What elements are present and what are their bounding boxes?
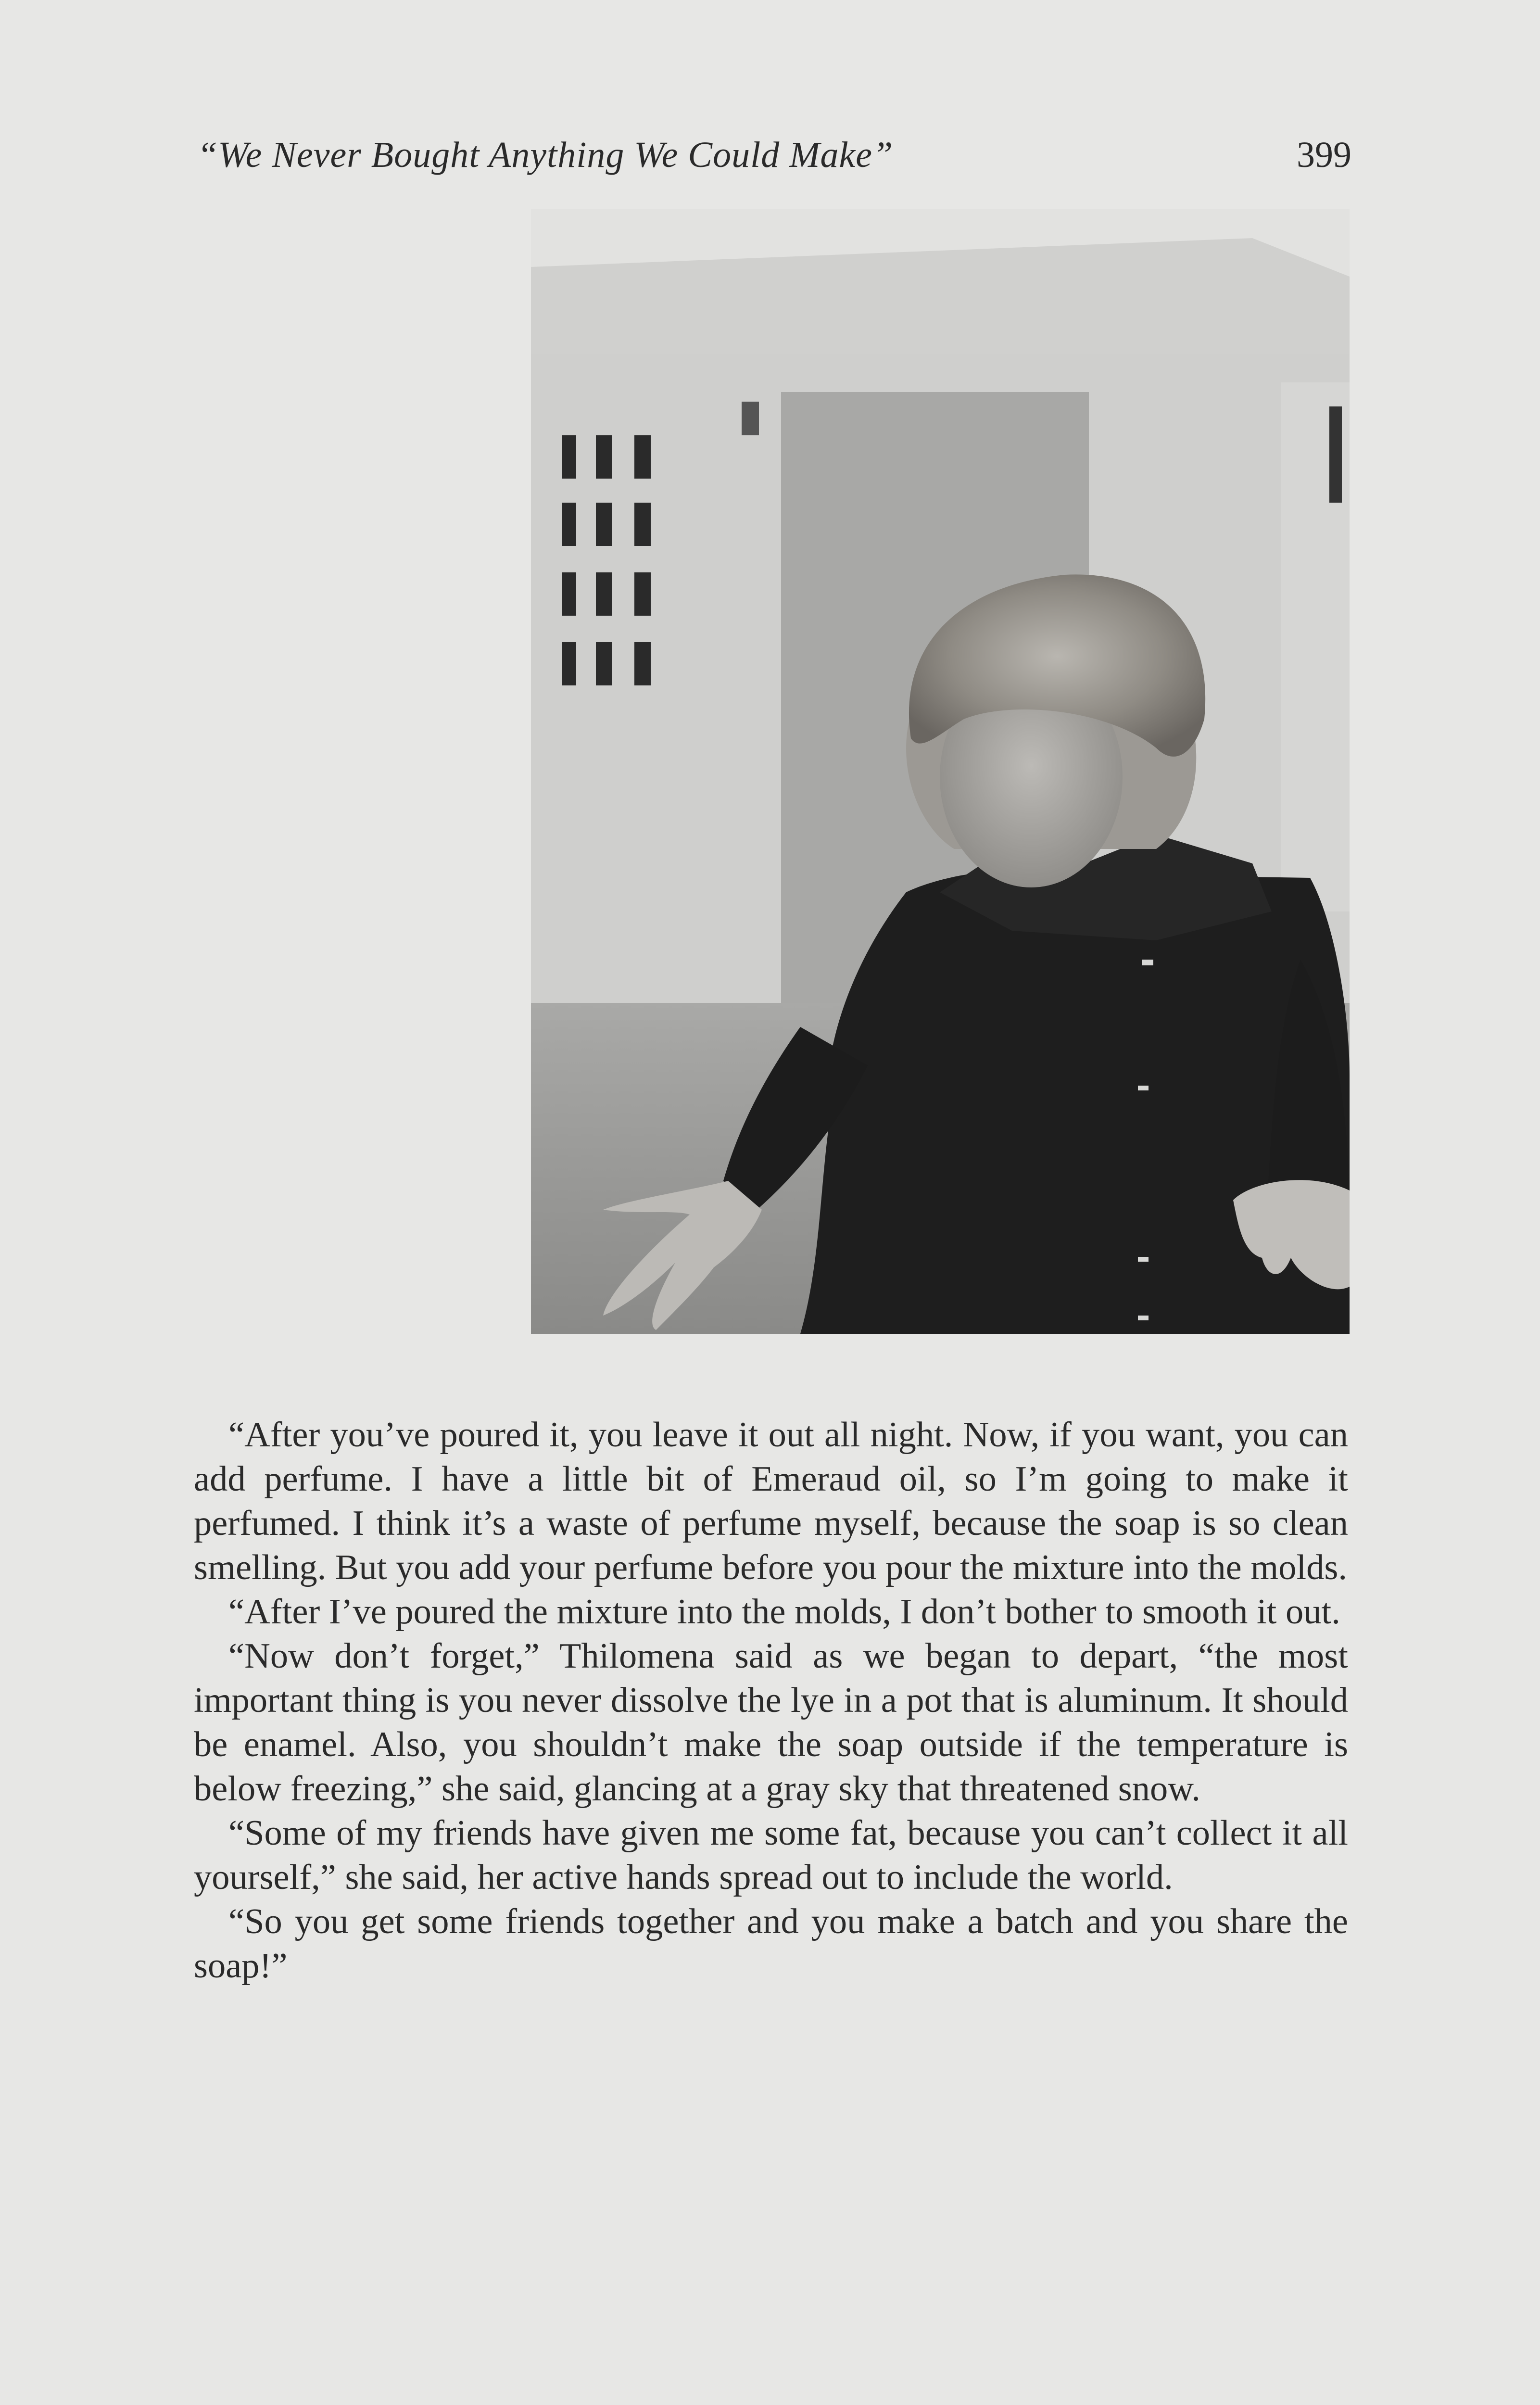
running-head [197,126,1351,184]
paragraph: “Some of my friends have given me some fat, because you can’t collect it all yourself,” she said, her active hands spread out to include the world. [194,1813,1348,1897]
page-number: 399 [1297,135,1351,175]
running-title: “We Never Bought Anything We Could Make” [197,135,894,175]
photo-woman-fur-hat-icon [531,209,1350,1334]
body-text [194,1413,1348,1988]
paragraph: “After I’ve poured the mixture into the molds, I don’t bother to smooth it out. [228,1592,1340,1632]
paragraph: “So you get some friends together and you make a batch and you share the soap!” [194,1902,1348,1986]
photograph [531,209,1350,1334]
paragraph: “Now don’t forget,” Thilomena said as we began to depart, “the most important thing is you never dissolve the lye in a pot that is aluminum. It should be enamel. Also, you shouldn’t make the soap outside if the temperature is below freezing,” she said, glancing at a gray sky that threatened snow. [194,1636,1348,1809]
paragraph: “After you’ve poured it, you leave it out all night. Now, if you want, you can add perfume. I have a little bit of Emeraud oil, so I’m going to make it perfumed. I think it’s a waste of perfume myself, because the soap is so clean smelling. But you add your perfume before you pour the mixture into the molds. [194,1415,1348,1587]
